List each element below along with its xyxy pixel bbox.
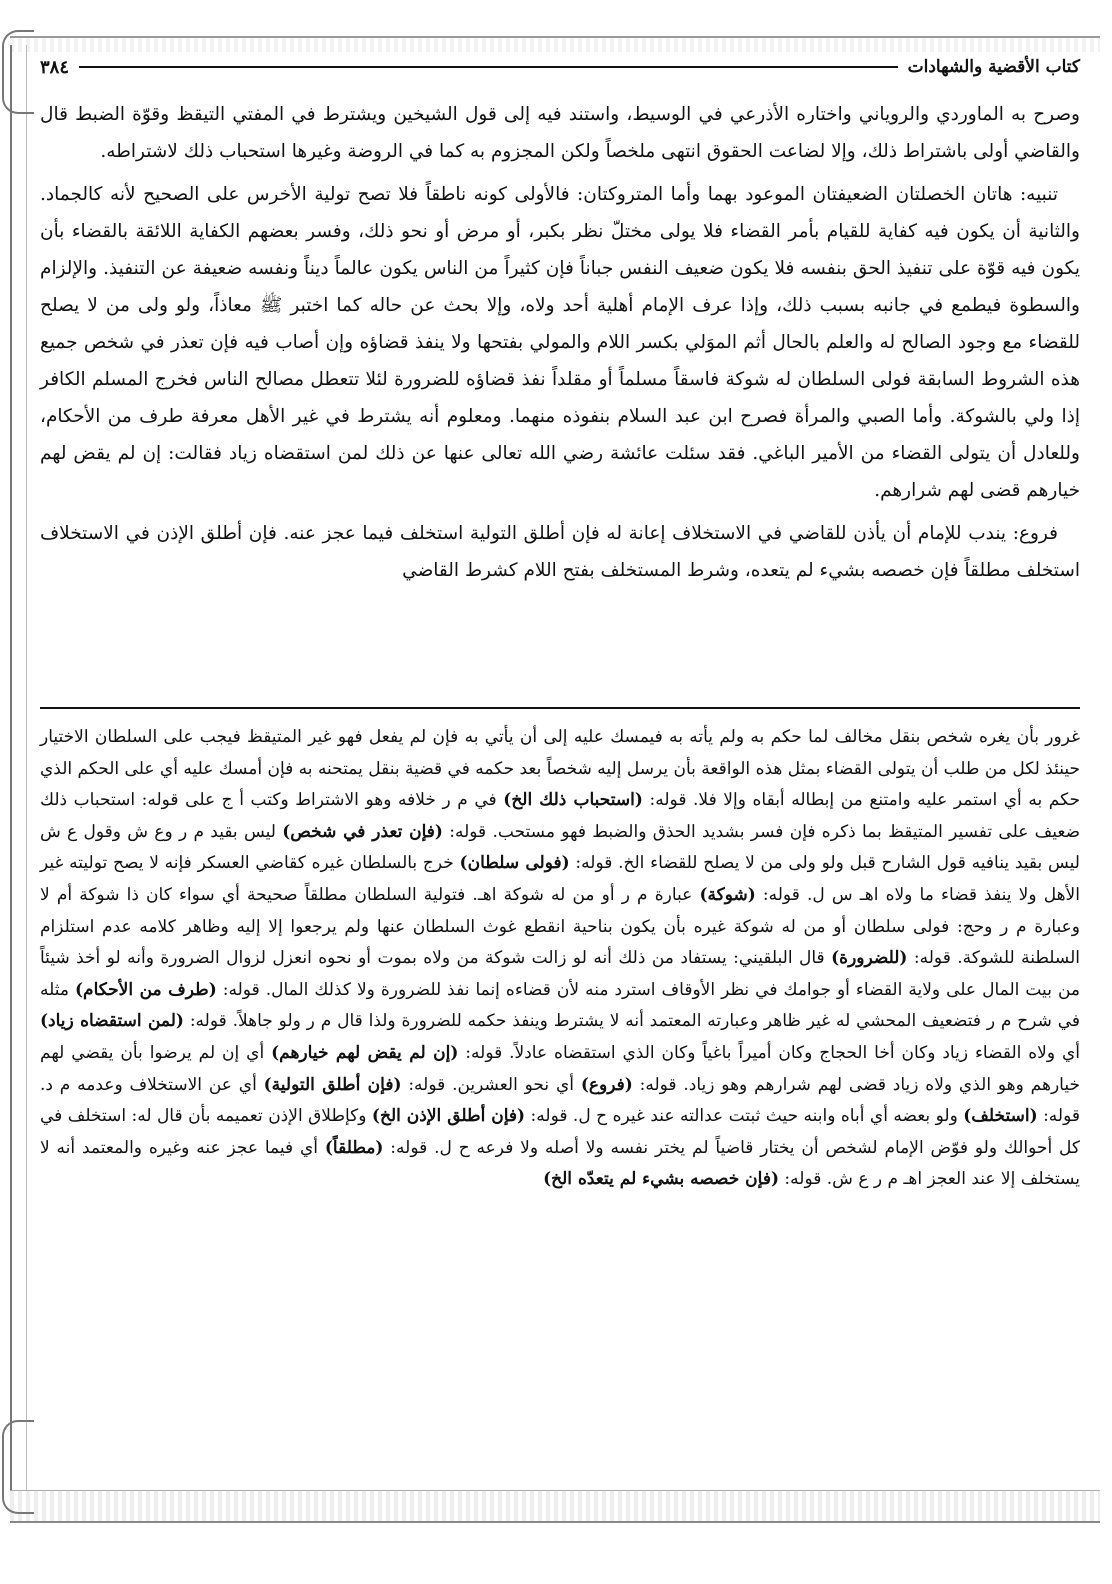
lemma: (شوكة) — [699, 884, 756, 905]
border-left-ornament — [10, 45, 27, 1505]
commentary-run: أي نحو العشرين. قوله: — [401, 1074, 581, 1095]
commentary-run: في م ر خلافه وهو الاشتراط وكتب أ ج على قوله: استحباب ذلك ضعيف على تفسير المتيقظ بما ذكره فإن فسر بشديد الحذق والضبط فهو مستحب. قوله: — [40, 790, 1080, 842]
page-number: ٣٨٤ — [40, 56, 70, 78]
commentary-run: قال البلقيني: يستفاد من ذلك أنه لو زالت شوكة من ولاه بموت أو نحوه انعزل لزوال الضرورة وأنه لو أخذ شيئاً من بيت المال على ولاية القضاء أو جوامك في نظر الأوقاف استرد منه لأن قضاءه إنما نفذ للضرورة ولا كذلك المال. قوله: — [40, 948, 1080, 1000]
lemma: (فإن خصصه بشيء لم يتعدّه الخ) — [543, 1169, 780, 1190]
main-text — [40, 96, 1080, 595]
border-top-ornament — [10, 36, 1100, 52]
commentary-run: غرور بأن يغره شخص بنقل مخالف لما حكم به ولم يأته به فيمسك عليه إلى أن يأتي به فإن لم يفعل فهو غير المتيقظ فيجب على السلطان الاختيار حينئذ لكل من طلب أن يتولى القضاء بمثل هذه الواقعة بأن يرسل إليه شخصاً بعد حكمه في قضية بنقل يمتحنه به فإن أمسك عليه أي على الحكم الذي حكم به أي استمر عليه وامتنع من إبطاله أبقاه وإلا فلا. قوله: — [40, 727, 1081, 811]
lemma: (مطلقاً) — [324, 1137, 384, 1158]
commentary-run: عبارة م ر أو من له شوكة اهـ. فتولية السلطان مطلقاً صحيحة أي سواء كان ذا شوكة أم لا وعبارة م ر وحج: فولى سلطان أو من له شوكة غيره بأن يكون بناحية انقطع غوث السلطان عنها ولم يرجعوا إلا إليه وظاهر كلامه عدم استلزام السلطنة للشوكة. قوله: — [40, 884, 1080, 969]
book-title: كتاب الأقضية والشهادات — [907, 57, 1080, 77]
commentary-text — [40, 722, 1080, 1196]
lemma: (فروع) — [580, 1074, 633, 1095]
commentary-run: أي ولاه القضاء زياد وكان أخا الحجاج وكان أميراً باغياً وكان الذي استقضاه عادلاً. قوله: — [458, 1042, 1081, 1063]
running-header — [40, 52, 1080, 82]
border-bottom-ornament — [10, 1490, 1100, 1523]
commentary-run: أي فيما عجز عنه وغيره والمعتمد أنه لا يستخلف إلا عند العجز اهـ م ر ع ش. قوله: — [40, 1137, 1080, 1190]
commentary-run: خرج بالسلطان غيره كقاضي العسكر فإنه لا يصح توليته غير الأهل ولا ينفذ قضاء ما ولاه اهـ س ل. قوله: — [40, 853, 1080, 905]
lemma: (فإن أطلق الإذن الخ) — [371, 1106, 526, 1127]
paragraph: وصرح به الماوردي والروياني واختاره الأذرعي في الوسيط، واستند فيه إلى قول الشيخين ويشترط في المفتي التيقظ وقوّة الضبط قال والقاضي أولى باشتراط ذلك، وإلا لضاعت الحقوق انتهى ملخصاً ولكن المجزوم به كما في الروضة وغيرها استحباب ذلك لاشتراطه. — [40, 104, 1080, 162]
commentary-run: ولو بعضه أي أباه وابنه حيث ثبتت عدالته عند غيره ح ل. قوله: — [525, 1106, 964, 1127]
corner-curl-bottom-icon — [2, 1420, 34, 1514]
lemma: (فولى سلطان) — [459, 853, 570, 874]
commentary-run: أي عن الاستخلاف وعدمه م د. قوله: — [40, 1074, 1081, 1127]
header-rule — [79, 66, 898, 68]
paragraph: فروع: يندب للإمام أن يأذن للقاضي في الاستخلاف إعانة له فإن أطلق التولية استخلف فيما عجز عنه. فإن أطلق الإذن في الاستخلاف استخلف مطلقاً فإن خصصه بشيء لم يتعده، وشرط المستخلف بفتح اللام كشرط القاضي — [40, 523, 1080, 581]
footnote-separator — [40, 707, 1080, 709]
corner-curl-top-icon — [2, 30, 34, 114]
lemma: (فإن تعذر في شخص) — [282, 821, 443, 842]
paragraph: تنبيه: هاتان الخصلتان الضعيفتان الموعود بهما وأما المتروكتان: فالأولى كونه ناطقاً فلا تصح تولية الأخرس على الصحيح لأنه كالجماد. والثانية أن يكون فيه كفاية للقيام بأمر القضاء فلا يولى مختلّ نظر بكبر، أو مرض أو نحو ذلك، وفسر بعضهم الكفاية اللائقة بالقضاء بأن يكون فيه قوّة على تنفيذ الحق بنفسه فلا يكون ضعيف النفس جباناً فإن كثيراً من الناس يكون عالماً ديناً ونفسه ضعيفة عن التنفيذ. والإلزام والسطوة فيطمع في جانبه بسبب ذلك، وإذا عرف الإمام أهلية أحد ولاه، وإلا بحث عن حاله كما اختبر ﷺ معاذاً، ولو ولى من لا يصلح للقضاء مع وجود الصالح له والعلم بالحال أثم الموَلي بكسر اللام والمولي بفتحها ولا ينفذ قضاؤه وإن أصاب فيه فإن تعذر في شخص جميع هذه الشروط السابقة فولى السلطان له شوكة فاسقاً مسلماً أو مقلداً نفذ قضاؤه للضرورة لئلا تتعطل مصالح الناس فخرج المسلم الكافر إذا ولي بالشوكة. وأما الصبي والمرأة فصرح ابن عبد السلام بنفوذه منهما. ومعلوم أنه يشترط في غير الأهل معرفة طرف من الأحكام، وللعادل أن يتولى القضاء من الأمير الباغي. فقد سئلت عائشة رضي الله تعالى عنها عن ذلك لمن استقضاه زياد فقالت: إن لم يقض لهم خيارهم قضى لهم شرارهم. — [40, 184, 1080, 501]
lemma: (للضرورة) — [831, 948, 908, 969]
lemma: (إن لم يقض لهم خيارهم) — [271, 1042, 459, 1063]
lemma: (استحباب ذلك الخ) — [503, 790, 643, 811]
commentary-run: وكإطلاق الإذن تعميمه بأن قال له: استخلف في كل أحوالك ولو فوّض الإمام لشخص أن يختار قاضياً لم يختر نفسه ولا أصله ولا فرعه ح ل. قوله: — [40, 1106, 1080, 1158]
lemma: (استخلف) — [963, 1106, 1038, 1127]
commentary-run: ليس بقيد م ر وع ش وقول ع ش ليس بقيد ينافيه قول الشارح قبل ولو ولى من لا يصلح للقضاء الخ. قوله: — [40, 821, 1080, 874]
commentary — [40, 722, 1080, 1196]
lemma: (فإن أطلق التولية) — [263, 1074, 402, 1095]
commentary-run: مثله في شرح م ر فتضعيف المحشي له غير ظاهر وعبارته المعتمد أنه لا يشترط وينفذ حكمه للضرورة ولذا قال م ر ولو جاهلاً. قوله: — [40, 979, 1080, 1032]
commentary-run: أي إن لم يرضوا بأن يقضي لهم خيارهم وهو الذي ولاه زياد قضى لهم شرارهم وهو زياد. قوله: — [40, 1042, 1080, 1095]
lemma: (طرف من الأحكام) — [75, 979, 217, 1000]
lemma: (لمن استقضاه زياد) — [40, 1011, 184, 1032]
